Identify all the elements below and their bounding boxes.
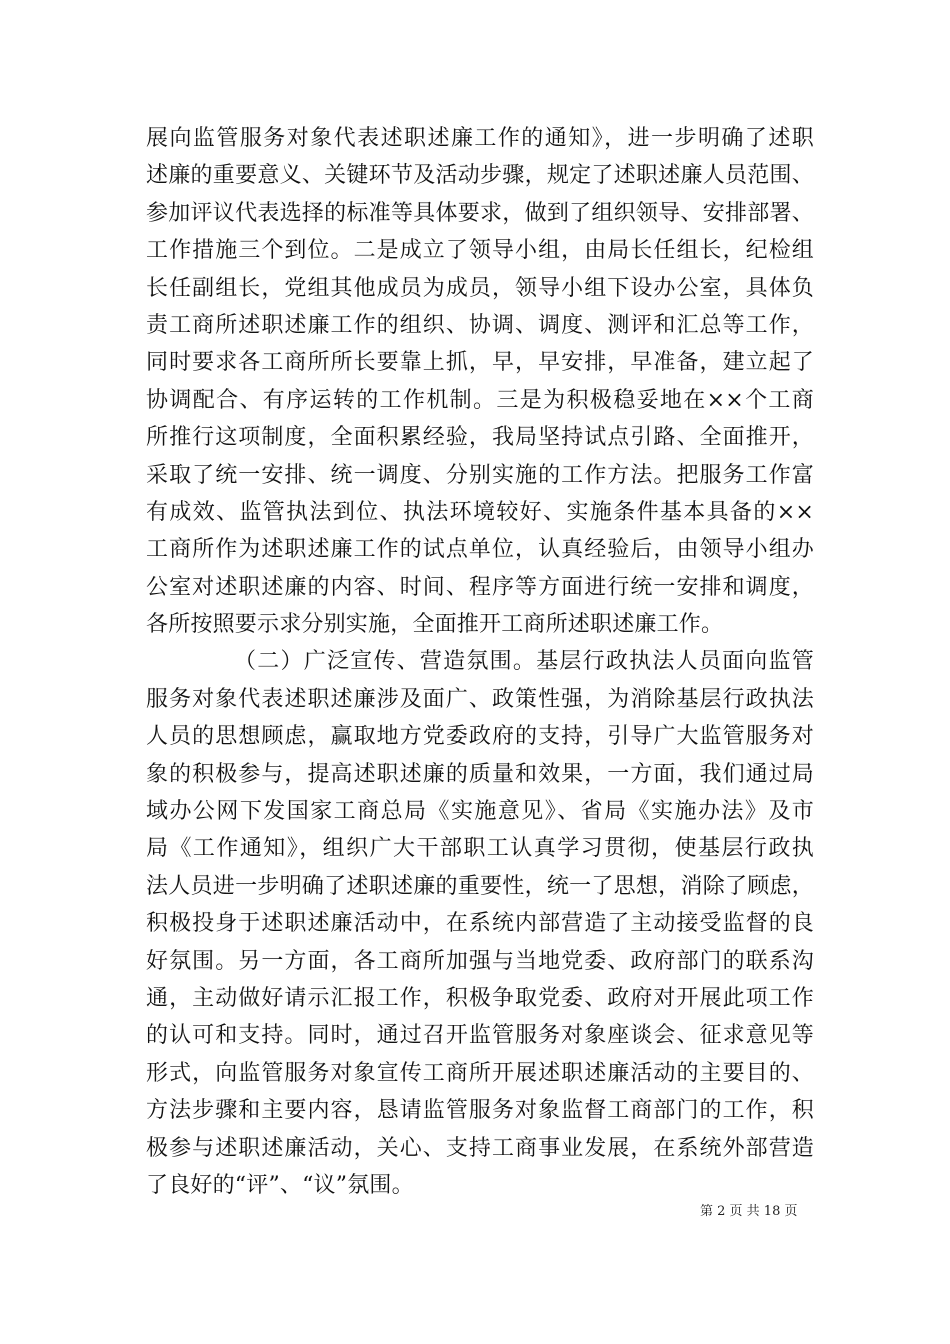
body-text — [146, 120, 814, 1204]
text-line: 展向监管服务对象代表述职述廉工作的通知》，进一步明确了述职 — [146, 126, 814, 151]
text-line: 服务对象代表述职述廉涉及面广、政策性强，为消除基层行政执法 — [146, 686, 814, 712]
text-line: 域办公网下发国家工商总局《实施意见》、省局《实施办法》及市 — [146, 799, 814, 825]
text-line: 工商所作为述职述廉工作的试点单位，认真经验后，由领导小组办 — [146, 537, 814, 563]
text-line: 工作措施三个到位。二是成立了领导小组，由局长任组长，纪检组 — [146, 238, 814, 264]
text-line: 采取了统一安排、统一调度、分别实施的工作方法。把服务工作富 — [146, 462, 814, 488]
text-line: 好氛围。另一方面，各工商所加强与当地党委、政府部门的联系沟 — [146, 948, 814, 974]
text-line: 有成效、监管执法到位、执法环境较好、实施条件基本具备的×× — [146, 499, 814, 525]
text-line: 各所按照要示求分别实施，全面推开工商所述职述廉工作。 — [146, 612, 724, 638]
text-line: 参加评议代表选择的标准等具体要求，做到了组织领导、安排部署、 — [146, 200, 814, 226]
text-line: 法人员进一步明确了述职述廉的重要性，统一了思想，消除了顾虑， — [146, 873, 814, 899]
text-line: 了良好的“评”、“议”氛围。 — [146, 1172, 414, 1198]
text-line: 极参与述职述廉活动，关心、支持工商事业发展，在系统外部营造 — [146, 1135, 814, 1161]
text-line: 责工商所述职述廉工作的组织、协调、调度、测评和汇总等工作， — [146, 312, 814, 338]
text-line: 述廉的重要意义、关键环节及活动步骤，规定了述职述廉人员范围、 — [146, 163, 814, 189]
text-line: 公室对述职述廉的内容、时间、程序等方面进行统一安排和调度， — [146, 574, 814, 600]
text-line: 象的积极参与，提高述职述廉的质量和效果，一方面，我们通过局 — [146, 761, 814, 787]
text-line: 局《工作通知》，组织广大干部职工认真学习贯彻，使基层行政执 — [146, 836, 814, 862]
section-heading-line: （二）广泛宣传、营造氛围。基层行政执法人员面向监管 — [234, 649, 814, 675]
text-line: 的认可和支持。同时，通过召开监管服务对象座谈会、征求意见等 — [146, 1023, 814, 1049]
text-line: 形式，向监管服务对象宣传工商所开展述职述廉活动的主要目的、 — [146, 1060, 814, 1086]
text-line: 积极投身于述职述廉活动中，在系统内部营造了主动接受监督的良 — [146, 911, 814, 937]
text-line: 所推行这项制度，全面积累经验，我局坚持试点引路、全面推开， — [146, 425, 814, 451]
text-line: 协调配合、有序运转的工作机制。三是为积极稳妥地在××个工商 — [146, 387, 814, 413]
text-line: 长任副组长，党组其他成员为成员，领导小组下设办公室，具体负 — [146, 275, 814, 301]
text-line: 通，主动做好请示汇报工作，积极争取党委、政府对开展此项工作 — [146, 985, 814, 1011]
text-line: 方法步骤和主要内容，恳请监管服务对象监督工商部门的工作，积 — [146, 1098, 814, 1124]
page-number: 第 2 页 共 18 页 — [700, 1204, 798, 1219]
text-line: 人员的思想顾虑，赢取地方党委政府的支持，引导广大监管服务对 — [146, 724, 814, 750]
text-line: 同时要求各工商所所长要靠上抓，早，早安排，早准备，建立起了 — [146, 350, 814, 376]
